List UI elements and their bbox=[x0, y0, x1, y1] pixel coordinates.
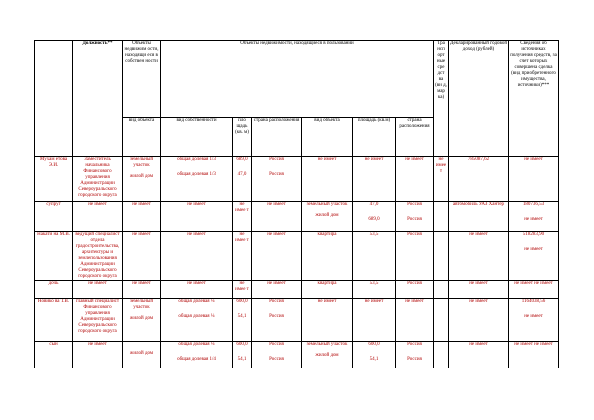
cell-income: не имеет bbox=[449, 299, 509, 342]
sub-obj-type-used: вид объекта bbox=[302, 118, 353, 157]
table-row bbox=[35, 232, 559, 281]
cell-used-type: земельный участок жилой дом bbox=[302, 342, 353, 369]
cell-name: Мухам етова Э.И. bbox=[35, 157, 73, 202]
cell-used-country: Россия bbox=[396, 281, 434, 299]
cell-position: главный специалист Финансового управления Администрации Североуральского городского округа bbox=[73, 299, 123, 342]
cell-transport bbox=[434, 342, 449, 369]
cell-own-type: общая долевая 1/3 общая долевая 1/3 bbox=[161, 157, 233, 202]
cell-position: не имеет bbox=[73, 281, 123, 299]
table-row bbox=[35, 281, 559, 299]
cell-area: не имее т bbox=[233, 232, 252, 281]
cell-transport bbox=[434, 299, 449, 342]
cell-position: ведущий специалист отдела градостроительства, архитектуры и землепользования Администрации Североуральского городского округа bbox=[73, 232, 123, 281]
cell-own-type: общая долевая ¼ общая долевая ¼ bbox=[161, 299, 233, 342]
cell-area: 600,0 54,1 bbox=[233, 299, 252, 342]
cell-used-area: 53,5 bbox=[353, 232, 396, 281]
cell-income: не имеет bbox=[449, 281, 509, 299]
cell-income: не имеет bbox=[449, 342, 509, 369]
cell-income: 785087,62 bbox=[449, 157, 509, 202]
cell-own-type: не имеет bbox=[161, 232, 233, 281]
cell-country: не имеет bbox=[252, 232, 302, 281]
header-transport: Тра нсп орт ные сре дст ва (ви д, мар ка) bbox=[434, 41, 449, 157]
cell-sources: не имеет не имеет bbox=[509, 281, 559, 299]
cell-used-country: Россия Россия bbox=[396, 342, 434, 369]
cell-used-country: не имеет bbox=[396, 299, 434, 342]
cell-used-country: Россия Россия bbox=[396, 202, 434, 232]
sub-obj-type: вид объекта bbox=[123, 118, 161, 157]
cell-position: не имеет bbox=[73, 342, 123, 369]
header-sources: Сведения об источниках получения средств, за счет которых совершена сделка (вид приобретенного имущества, источники)*** bbox=[509, 41, 559, 157]
cell-sources: 180736,53 не имеет bbox=[509, 202, 559, 232]
cell-used-type: земельный участок жилой дом bbox=[302, 202, 353, 232]
cell-used-area: не имеет bbox=[353, 299, 396, 342]
cell-used-area: не имеет bbox=[353, 157, 396, 202]
cell-country: Россия Россия bbox=[252, 157, 302, 202]
cell-obj-type: жилой дом bbox=[123, 342, 161, 369]
table-row bbox=[35, 202, 559, 232]
cell-area: не имее т bbox=[233, 202, 252, 232]
header-income: Декларированный годовой доход (рублей) bbox=[449, 41, 509, 157]
cell-obj-type: не имеет bbox=[123, 202, 161, 232]
header-position: Должность** bbox=[73, 41, 123, 157]
cell-transport bbox=[434, 281, 449, 299]
header-row-1 bbox=[35, 41, 559, 118]
cell-used-area: 47,0 689,0 bbox=[353, 202, 396, 232]
cell-country: не имеет bbox=[252, 281, 302, 299]
cell-income: автомобиль УАЗ Хантер bbox=[449, 202, 509, 232]
cell-country: не имеет bbox=[252, 202, 302, 232]
table-row bbox=[35, 157, 559, 202]
cell-income: не имеет bbox=[449, 232, 509, 281]
header-used-objects: Объекты недвижимости, находящиеся в пользовании bbox=[161, 41, 434, 118]
sub-country-used: страна расположения bbox=[396, 118, 434, 157]
cell-used-area: 600,0 54,1 bbox=[353, 342, 396, 369]
cell-name: Новико ва Т.В. bbox=[35, 299, 73, 342]
header-owned-objects: Объекты недвижим ости, находящи еся в собствен ности bbox=[123, 41, 161, 118]
cell-used-country: Россия bbox=[396, 232, 434, 281]
cell-name: дочь bbox=[35, 281, 73, 299]
cell-used-type: квартира bbox=[302, 281, 353, 299]
cell-used-area: 53,5 bbox=[353, 281, 396, 299]
cell-used-country: не имеет bbox=[396, 157, 434, 202]
cell-area: 689,0 47,0 bbox=[233, 157, 252, 202]
cell-own-type: общая долевая ¼ общая долевая 1/4 bbox=[161, 342, 233, 369]
cell-position: не имеет bbox=[73, 202, 123, 232]
cell-used-type: не имеет bbox=[302, 299, 353, 342]
cell-sources: 1164038,56 не имеет bbox=[509, 299, 559, 342]
cell-name: супруг bbox=[35, 202, 73, 232]
cell-transport: не имеет bbox=[434, 157, 449, 202]
cell-name: Накати на М.В. bbox=[35, 232, 73, 281]
cell-own-type: не имеет bbox=[161, 202, 233, 232]
cell-used-type: не имеет bbox=[302, 157, 353, 202]
cell-own-type: не имеет bbox=[161, 281, 233, 299]
cell-country: Россия Россия bbox=[252, 342, 302, 369]
sub-country-owned: страна расположения bbox=[252, 118, 302, 157]
cell-country: Россия Россия bbox=[252, 299, 302, 342]
cell-obj-type: земельный участок жилой дом bbox=[123, 299, 161, 342]
cell-obj-type: не имеет bbox=[123, 232, 161, 281]
cell-sources: 518283,90 не имеет bbox=[509, 232, 559, 281]
cell-transport bbox=[434, 202, 449, 232]
cell-position: Заместитель начальника Финансового управления Администрации Североуральского городского округа bbox=[73, 157, 123, 202]
sub-area-owned: пло щадь (кв. м) bbox=[233, 118, 252, 157]
cell-transport bbox=[434, 232, 449, 281]
sub-ownership-type: вид собственности bbox=[161, 118, 233, 157]
table-row bbox=[35, 299, 559, 342]
header-name bbox=[35, 41, 73, 157]
cell-name: сын bbox=[35, 342, 73, 369]
cell-obj-type: земельный участок жилой дом bbox=[123, 157, 161, 202]
cell-obj-type: не имеет bbox=[123, 281, 161, 299]
cell-area: не имее т bbox=[233, 281, 252, 299]
sub-area-used: площадь (кв.м) bbox=[353, 118, 396, 157]
declaration-table bbox=[34, 40, 559, 368]
cell-sources: не имеет bbox=[509, 157, 559, 202]
table-row bbox=[35, 342, 559, 369]
cell-sources: не имеет не имеет bbox=[509, 342, 559, 369]
cell-area: 600,0 54,1 bbox=[233, 342, 252, 369]
cell-used-type: квартира bbox=[302, 232, 353, 281]
